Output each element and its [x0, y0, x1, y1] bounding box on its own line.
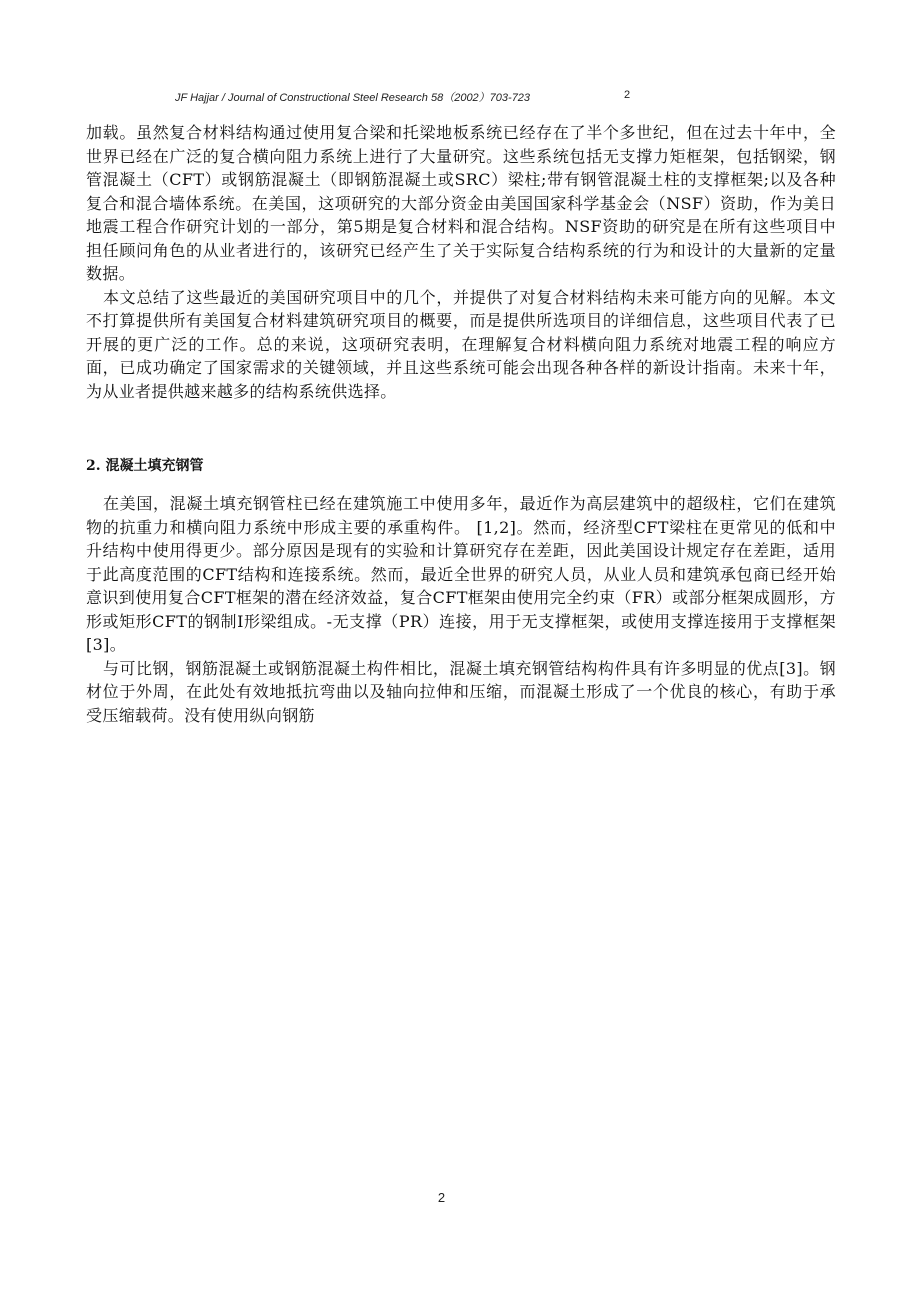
section-heading: 2. 混凝土填充钢管	[86, 458, 204, 474]
intro-section	[86, 121, 836, 403]
body-paragraph: 在美国，混凝土填充钢管柱已经在建筑施工中使用多年，最近作为高层建筑中的超级柱，它们在建筑物的抗重力和横向阻力系统中形成主要的承重构件。 [1,2]。然而，经济型CFT梁柱在更常见的低和中升结构中使用得更少。部分原因是现有的实验和计算研究存在差距，因此美国设计规定存在差距，适用于此高度范围的CFT结构和连接系统。然而，最近全世界的研究人员，从业人员和建筑承包商已经开始意识到使用复合CFT框架的潜在经济效益，复合CFT框架由使用完全约束（FR）或部分框架成圆形，方形或矩形CFT的钢制I形梁组成。-无支撑（PR）连接，用于无支撑框架，或使用支撑连接用于支撑框架[3]。	[86, 494, 836, 654]
running-header-page-number: 2	[624, 89, 631, 101]
footer-page-number: 2	[437, 1190, 446, 1205]
section-2-body	[86, 492, 836, 727]
running-header-citation: JF Hajjar / Journal of Constructional Steel Research 58（2002）703-723	[175, 92, 531, 104]
body-paragraph: 与可比钢，钢筋混凝土或钢筋混凝土构件相比，混凝土填充钢管结构构件具有许多明显的优点[3]。钢材位于外周，在此处有效地抵抗弯曲以及轴向拉伸和压缩，而混凝土形成了一个优良的核心，有助于承受压缩载荷。没有使用纵向钢筋	[86, 658, 836, 725]
body-paragraph: 本文总结了这些最近的美国研究项目中的几个，并提供了对复合材料结构未来可能方向的见解。本文不打算提供所有美国复合材料建筑研究项目的概要，而是提供所选项目的详细信息，这些项目代表了已开展的更广泛的工作。总的来说，这项研究表明，在理解复合材料横向阻力系统对地震工程的响应方面，已成功确定了国家需求的关键领域，并且这些系统可能会出现各种各样的新设计指南。未来十年，为从业者提供越来越多的结构系统供选择。	[86, 287, 836, 401]
body-paragraph: 加载。虽然复合材料结构通过使用复合梁和托梁地板系统已经存在了半个多世纪，但在过去十年中，全世界已经在广泛的复合横向阻力系统上进行了大量研究。这些系统包括无支撑力矩框架，包括钢梁，钢管混凝土（CFT）或钢筋混凝土（即钢筋混凝土或SRC）梁柱;带有钢管混凝土柱的支撑框架;以及各种复合和混合墙体系统。在美国，这项研究的大部分资金由美国国家科学基金会（NSF）资助，作为美日地震工程合作研究计划的一部分，第5期是复合材料和混合结构。NSF资助的研究是在所有这些项目中担任顾问角色的从业者进行的，该研究已经产生了关于实际复合结构系统的行为和设计的大量新的定量数据。	[86, 123, 836, 283]
